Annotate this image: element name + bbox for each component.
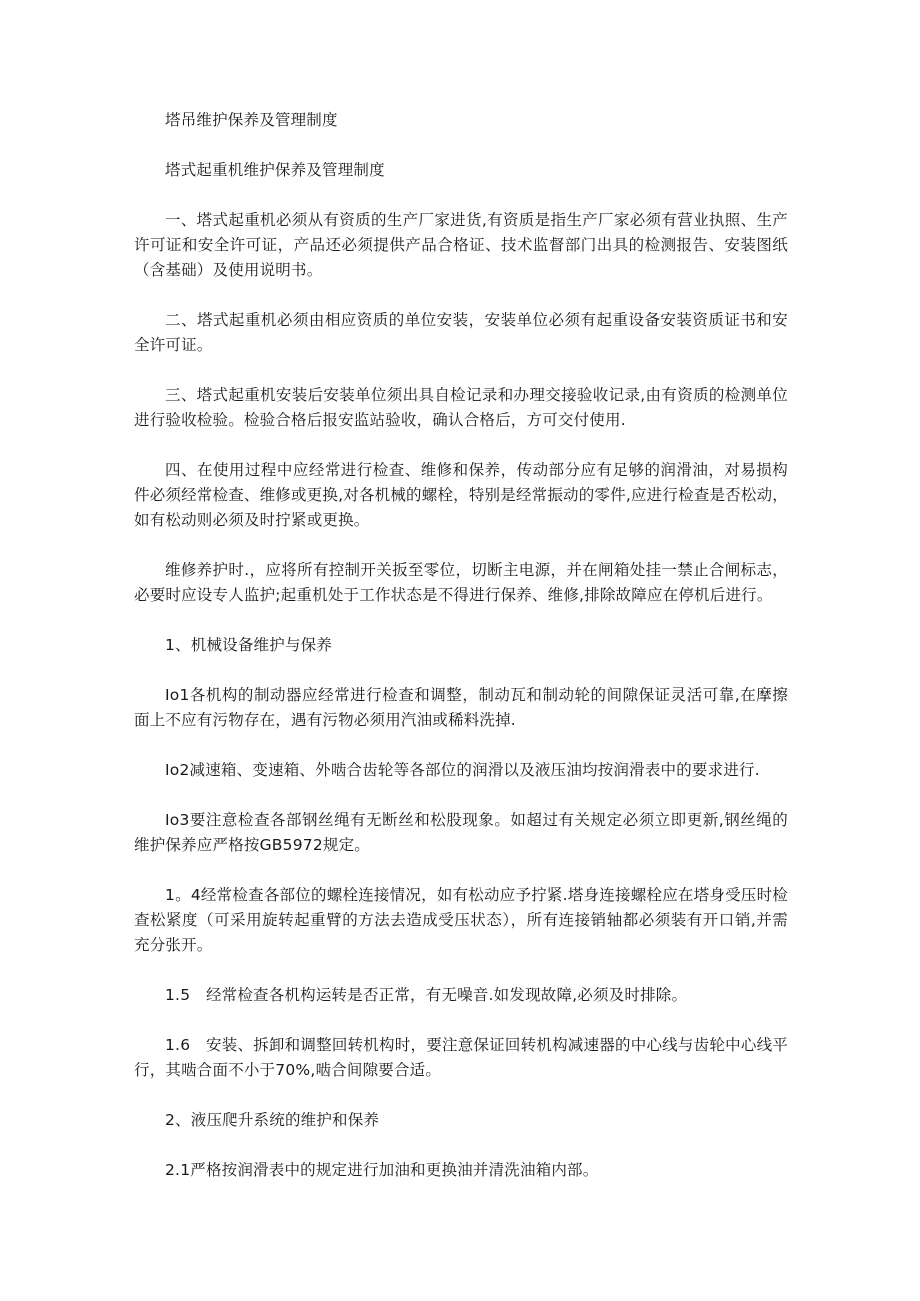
paragraph-section-2: 二、塔式起重机必须由相应资质的单位安装，安装单位必须有起重设备安装资质证书和安全许可证。 — [134, 311, 788, 354]
paragraph-item-1-3: Io3要注意检查各部钢丝绳有无断丝和松股现象。如超过有关规定必须立即更新,钢丝绳的维护保养应严格按GB5972规定。 — [134, 811, 788, 854]
heading-mechanical-maintenance: 1、机械设备维护与保养 — [165, 636, 333, 654]
document-subtitle: 塔式起重机维护保养及管理制度 — [165, 161, 385, 179]
paragraph-item-1-4: 1。4经常检查各部位的螺栓连接情况，如有松动应予拧紧.塔身连接螺栓应在塔身受压时检查松紧度（可采用旋转起重臂的方法去造成受压状态），所有连接销轴都必须装有开口销,并需充分张开。 — [134, 886, 788, 954]
document-body — [134, 108, 788, 1183]
paragraph-item-1-1: Io1各机构的制动器应经常进行检查和调整，制动瓦和制动轮的间隙保证灵活可靠,在摩擦面上不应有污物存在，遇有污物必须用汽油或稀料洗掉. — [134, 686, 788, 729]
paragraph-item-2-1: 2.1严格按润滑表中的规定进行加油和更换油并清洗油箱内部。 — [165, 1161, 599, 1179]
paragraph-item-1-2: Io2减速箱、变速箱、外啮合齿轮等各部位的润滑以及液压油均按润滑表中的要求进行. — [165, 761, 760, 779]
paragraph-section-4: 四、在使用过程中应经常进行检查、维修和保养，传动部分应有足够的润滑油，对易损构件必须经常检查、维修或更换,对各机械的螺栓，特别是经常振动的零件,应进行检查是否松动，如有松动则必须及时拧紧或更换。 — [134, 461, 788, 529]
paragraph-section-3: 三、塔式起重机安装后安装单位须出具自检记录和办理交接验收记录,由有资质的检测单位进行验收检验。检验合格后报安监站验收，确认合格后，方可交付使用. — [134, 386, 788, 429]
paragraph-maintenance-note: 维修养护时.，应将所有控制开关扳至零位，切断主电源，并在闸箱处挂一禁止合闸标志，必要时应设专人监护;起重机处于工作状态是不得进行保养、维修,排除故障应在停机后进行。 — [134, 561, 788, 604]
paragraph-item-1-5: 1.5 经常检查各机构运转是否正常，有无噪音.如发现故障,必须及时排除。 — [165, 986, 688, 1004]
paragraph-section-1: 一、塔式起重机必须从有资质的生产厂家进货,有资质是指生产厂家必须有营业执照、生产许可证和安全许可证，产品还必须提供产品合格证、技术监督部门出具的检测报告、安装图纸（含基础）及使用说明书。 — [134, 211, 788, 279]
paragraph-item-1-6: 1.6 安装、拆卸和调整回转机构时，要注意保证回转机构减速器的中心线与齿轮中心线平行，其啮合面不小于70%,啮合间隙要合适。 — [134, 1036, 788, 1079]
heading-hydraulic-maintenance: 2、液压爬升系统的维护和保养 — [165, 1111, 380, 1129]
document-title: 塔吊维护保养及管理制度 — [165, 111, 338, 129]
